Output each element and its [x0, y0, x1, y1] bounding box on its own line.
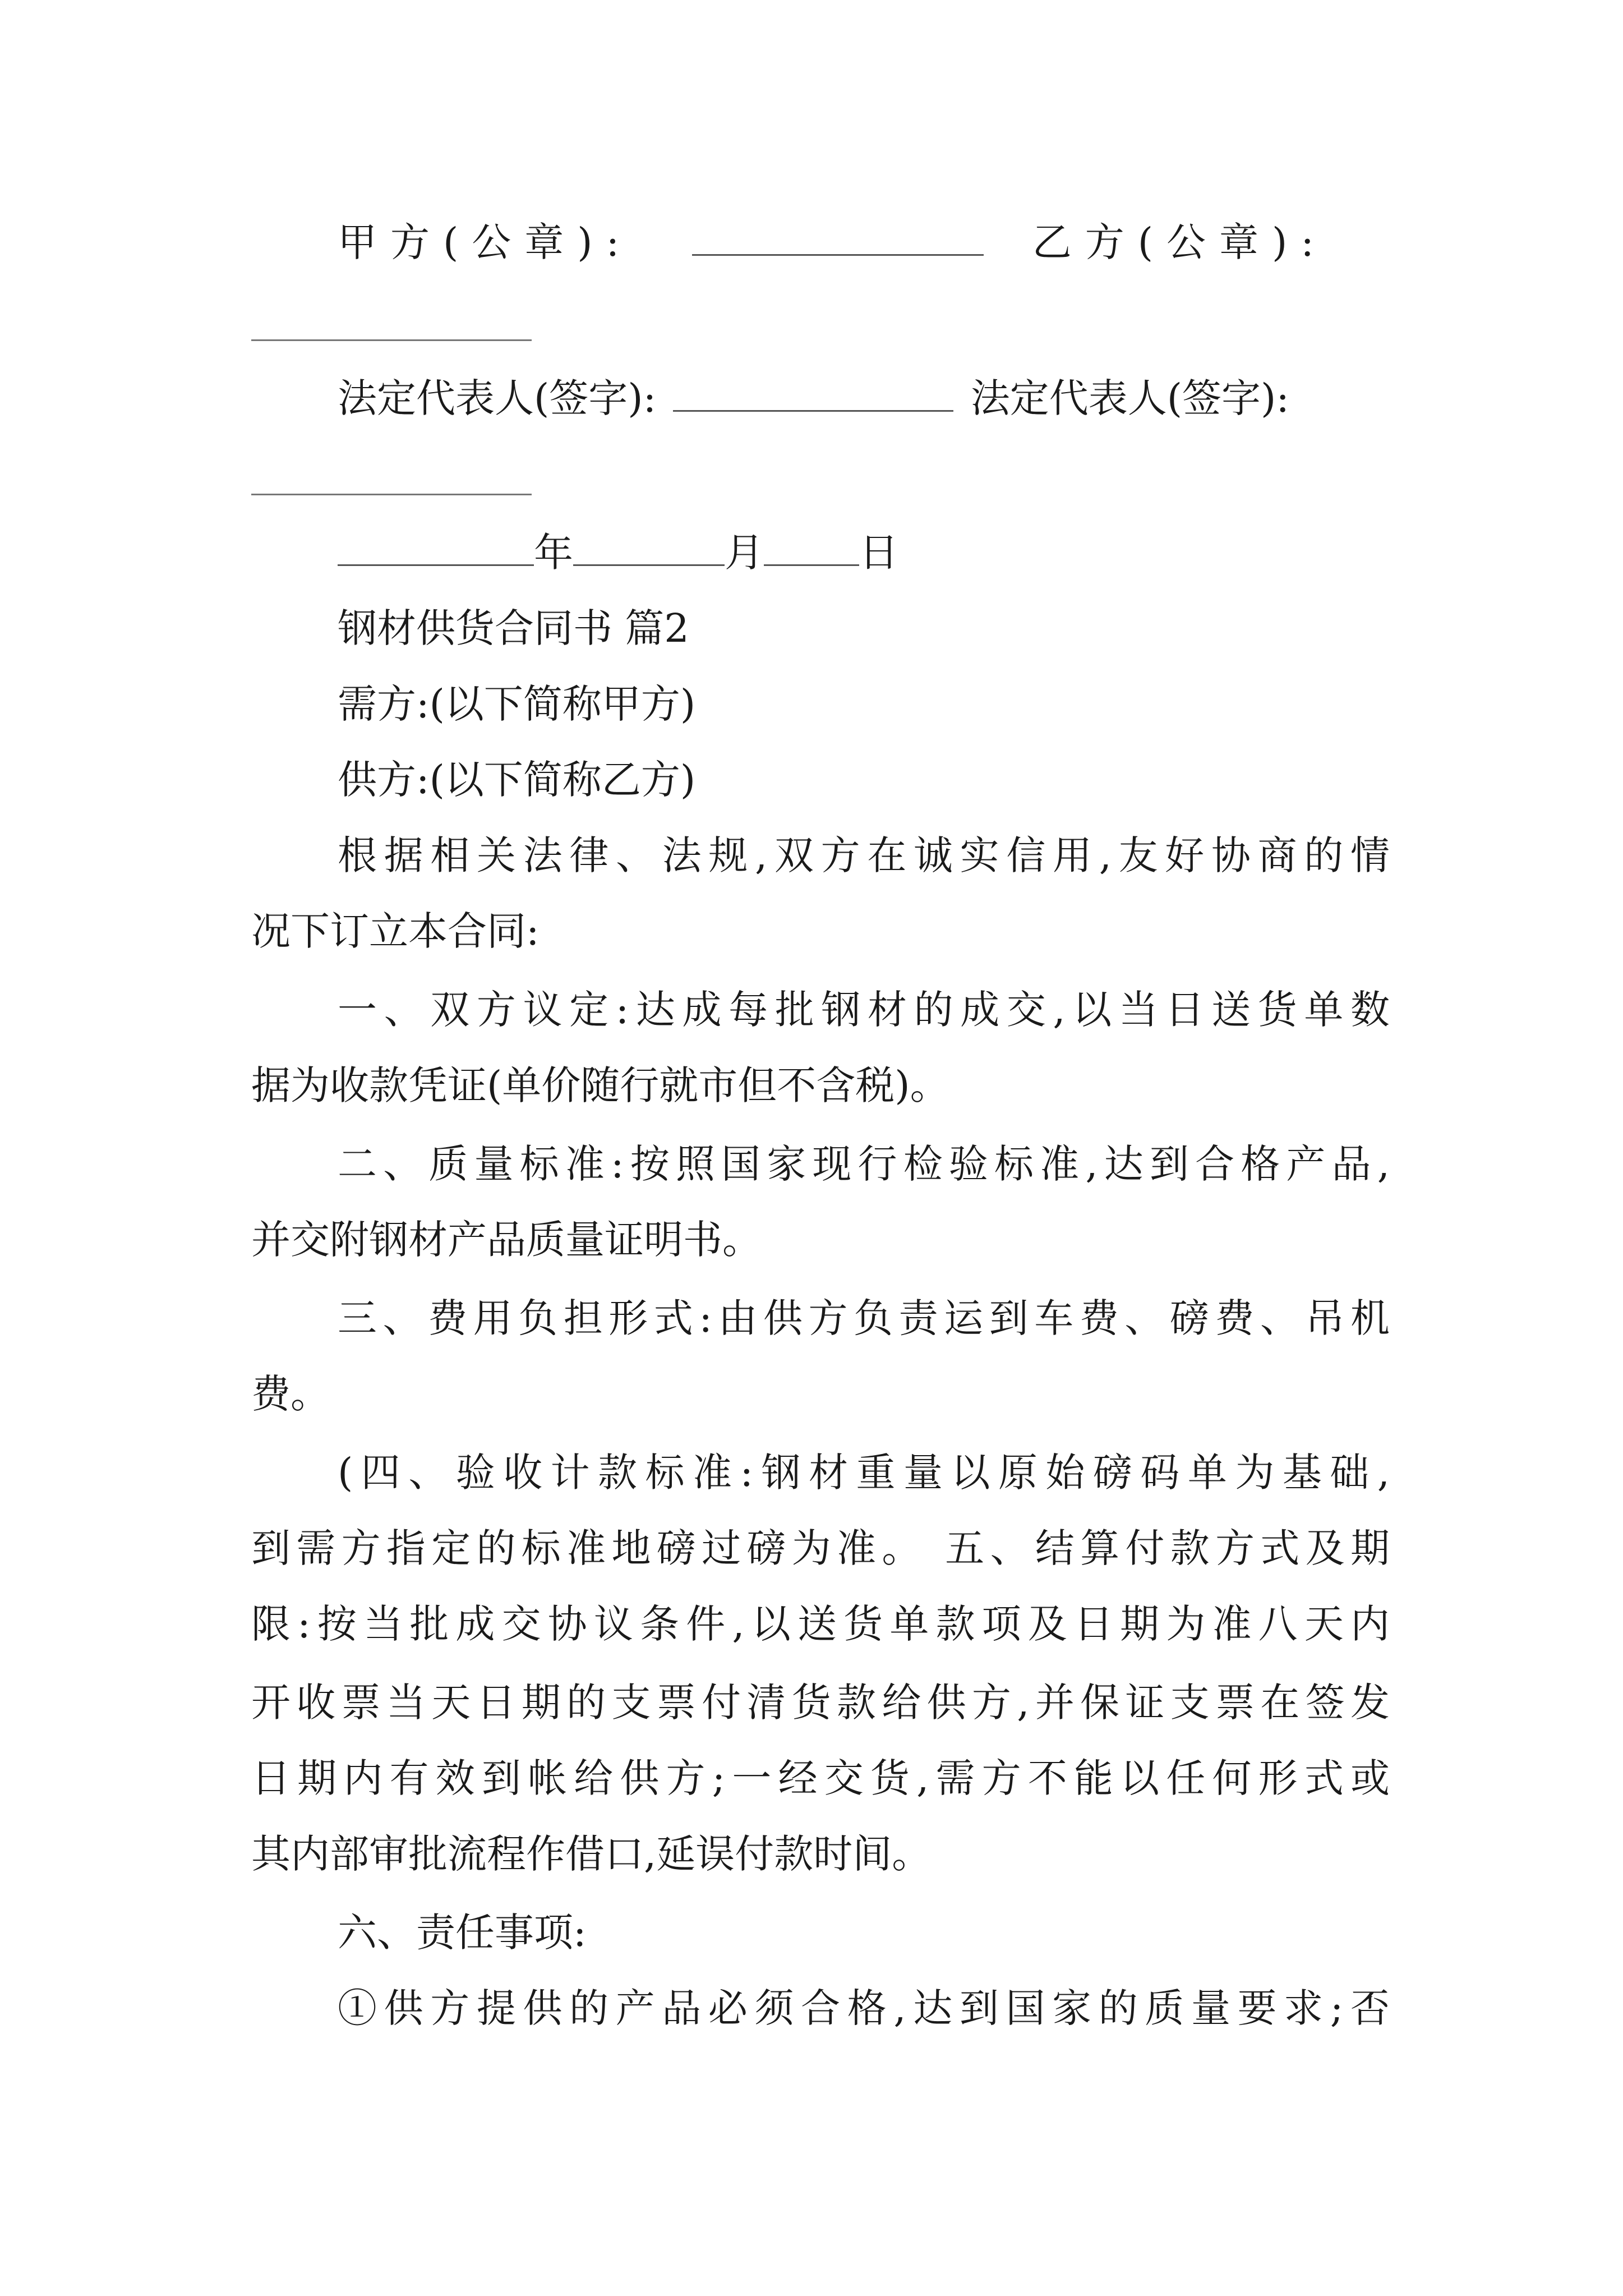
- month-label: 月: [725, 530, 764, 576]
- party-a-rep-blank: [673, 371, 953, 412]
- party-a-seal-blank: [692, 215, 984, 256]
- party-b-seal-blank: [251, 339, 532, 341]
- party-seal-row: [338, 214, 1390, 270]
- party-a-seal-label: 甲方(公章):: [338, 219, 633, 265]
- clause-4-line-6: 其内部审批流程作借口,延误付款时间。: [251, 1831, 932, 1877]
- clause-3-line-1: 三、费用负担形式:由供方负责运到车费、磅费、吊机: [338, 1295, 1390, 1341]
- legal-rep-row: [338, 370, 1390, 426]
- buyer-line: 需方:(以下简称甲方): [338, 681, 696, 727]
- clause-1-line-1: 一、双方议定:达成每批钢材的成交,以当日送货单数: [338, 987, 1390, 1033]
- year-blank: [338, 525, 534, 566]
- clause-4-line-1: (四、验收计款标准:钢材重量以原始磅码单为基础,: [338, 1450, 1390, 1496]
- clause-2-line-2: 并交附钢材产品质量证明书。: [251, 1217, 762, 1263]
- preamble-line-1: 根据相关法律、法规,双方在诚实信用,友好协商的情: [338, 832, 1390, 878]
- day-blank: [764, 525, 859, 566]
- party-b-seal-label: 乙方(公章):: [1032, 219, 1327, 265]
- year-label: 年: [534, 530, 573, 576]
- clause-1-line-2: 据为收款凭证(单价随行就市但不含税)。: [251, 1062, 949, 1108]
- supplier-line: 供方:(以下简称乙方): [338, 757, 696, 803]
- day-label: 日: [859, 530, 898, 576]
- party-b-rep-blank: [251, 494, 532, 495]
- clause-4-line-3: 限:按当批成交协议条件,以送货单款项及日期为准八天内: [251, 1601, 1390, 1647]
- clause-6-title: 六、责任事项:: [338, 1910, 587, 1955]
- clause-3-line-2: 费。: [251, 1371, 330, 1417]
- clause-2-line-1: 二、质量标准:按照国家现行检验标准,达到合格产品,: [338, 1141, 1390, 1187]
- document-title: 钢材供货合同书 篇2: [338, 605, 689, 651]
- clause-4-line-4: 开收票当天日期的支票付清货款给供方,并保证支票在签发: [251, 1680, 1390, 1726]
- party-b-rep-label: 法定代表人(签字):: [970, 375, 1289, 421]
- party-a-rep-label: 法定代表人(签字):: [338, 375, 657, 421]
- preamble-line-2: 况下订立本合同:: [251, 908, 540, 954]
- clause-6-item-1: ①供方提供的产品必须合格,达到国家的质量要求;否: [338, 1985, 1390, 2031]
- clause-4-line-5: 日期内有效到帐给供方;一经交货,需方不能以任何形式或: [251, 1755, 1390, 1801]
- clause-4-line-2: 到需方指定的标准地磅过磅为准。 五、结算付款方式及期: [251, 1525, 1390, 1571]
- date-row: [338, 524, 1390, 581]
- month-blank: [573, 525, 725, 566]
